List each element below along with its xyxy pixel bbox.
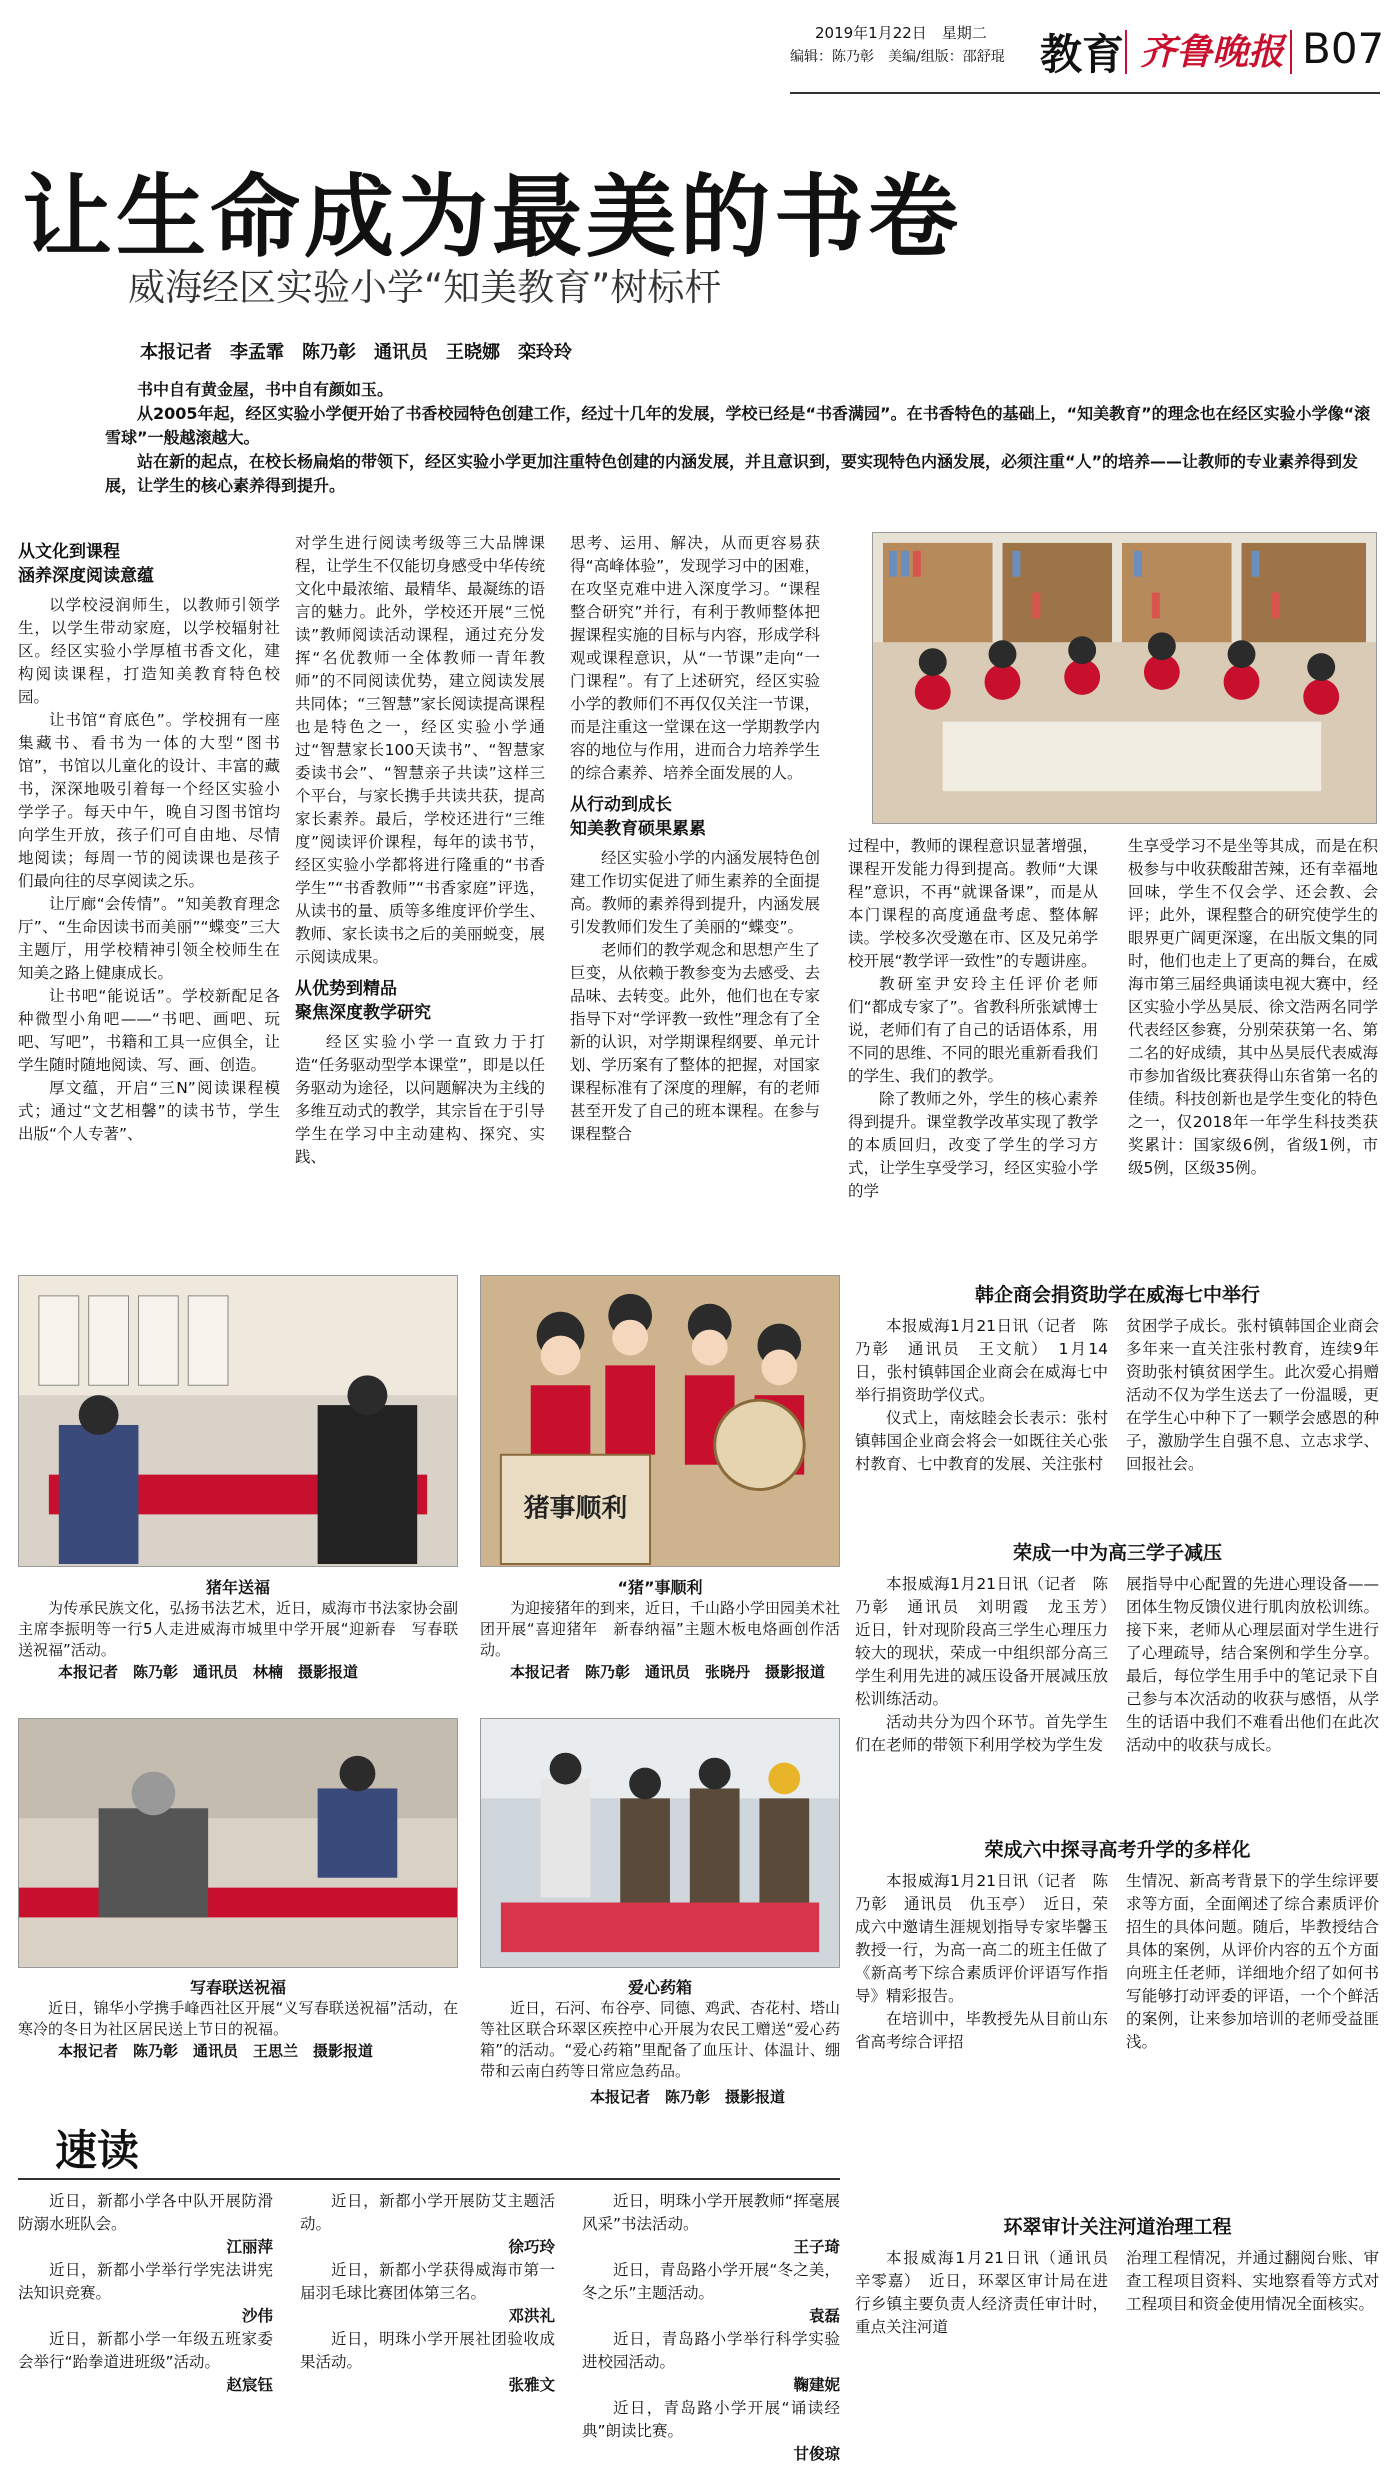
spring-couplets-photo [18,1718,458,1968]
quick-read-author: 袁磊 [808,2307,840,2325]
news-col-b [1126,2247,1379,2339]
photo-caption-2 [480,1575,840,1682]
photo-byline: 本报记者 陈乃彰 通讯员 张晓丹 摄影报道 [510,1663,826,1681]
quick-read-author: 江丽萍 [226,2238,273,2256]
news-title: 韩企商会捐资助学在威海七中举行 [974,1284,1260,1306]
article-column-1 [18,540,280,1260]
news-para: 本报威海1月21日讯（通讯员 辛零嘉） 近日，环翠区审计局在进行乡镇主要负责人经济责任审计时，重点关注河道 [855,2249,1124,2336]
news-para: 治理工程情况，并通过翻阅台账、审查工程项目资料、实地察看等方式对工程项目和资金使用情况全面核实。 [1126,2249,1379,2313]
news-brief-1 [855,1280,1380,1476]
news-para: 活动共分为四个环节。首先学生们在老师的带领下利用学校为学生发 [855,1713,1108,1754]
article-column-3 [570,532,820,1260]
quick-read-author: 张雅文 [508,2376,555,2394]
photo-byline: 本报记者 陈乃彰 通讯员 林楠 摄影报道 [58,1663,359,1681]
quick-read-item: 近日，新都小学各中队开展防滑防溺水班队会。 [18,2192,273,2233]
news-brief-2 [855,1538,1380,1757]
quick-read-item: 近日，明珠小学开展教师“挥毫展风采”书法活动。 [582,2192,840,2233]
main-title: 让生命成为最美的书卷 [22,165,962,270]
section-subheading: 知美教育硕果累累 [570,819,706,839]
section-heading: 从优势到精品 [295,979,397,999]
quick-read-rule [18,2178,840,2180]
pyrography-sign-text: 猪事顺利 [523,1493,628,1524]
reading-class-photo [872,532,1377,824]
main-byline: 本报记者 李孟霏 陈乃彰 通讯员 王晓娜 栾玲玲 [140,342,572,363]
body-para: 经区实验小学一直致力于打造“任务驱动型学本课堂”，即是以任务驱动为途径，以问题解决为主线的多维互动式的教学，其宗旨在于引导学生在学习中主动建构、探究、实践、 [295,1033,545,1166]
photo-title: 爱心药箱 [627,1978,692,1997]
quick-read-item: 近日，新都小学开展防艾主题活动。 [300,2192,555,2233]
quick-read-author: 沙伟 [241,2307,273,2325]
body-para: 生享受学习不是坐等其成，而是在积极参与中收获酸甜苦辣，还有幸福地回味，学生不仅会学、还会教、会评；此外，课程整合的研究使学生的眼界更广阔更深邃，在出版文集的同时，他们也走上了更高的舞台，在威海市第三届经典诵读电视大赛中，经区实验小学丛昊辰、徐文浩两名同学代表经区参赛，分别荣获第一名、第二名的好成绩，其中丛昊辰代表威海市参加省级比赛获得山东省第一名的佳绩。科技创新也是学生变化的特色之一，仅2018年一年学生科技类获奖累计：国家级6例，省级1例，市级5例，区级35例。 [1128,837,1378,1177]
body-para: 以学校浸润师生，以教师引领学生，以学生带动家庭，以学校辐射社区。经区实验小学厚植书香文化，建构阅读课程，打造知美教育特色校园。 [18,596,280,706]
body-para: 教研室尹安玲主任评价老师们“都成专家了”。省教科所张斌博士说，老师们有了自己的话语体系，用不同的思维、不同的眼光重新看我们的学生、我们的教学。 [848,975,1098,1085]
intro-para: 从2005年起，经区实验小学便开始了书香校园特色创建工作，经过十几年的发展，学校已经是“书香满园”。在书香特色的基础上，“知美教育”的理念也在经区实验小学像“滚雪球”一般越滚越大。 [105,404,1371,447]
header-divider-2 [1290,30,1292,74]
quick-read-item: 近日，青岛路小学开展“诵读经典”朗读比赛。 [582,2399,840,2440]
news-title: 荣成一中为高三学子减压 [1012,1542,1222,1564]
quick-read-col-1 [18,2190,273,2397]
news-col-b [1126,1573,1379,1757]
quick-read-author: 鞠建妮 [793,2376,840,2394]
body-para: 对学生进行阅读考级等三大品牌课程，让学生不仅能切身感受中华传统文化中最浓缩、最精华、最凝练的语言的魅力。此外，学校还开展“三悦读”教师阅读活动课程，通过充分发挥“名优教师一全体教师一青年教师”的不同阅读优势，建立阅读发展共同体；“三智慧”家长阅读提高课程也是特色之一，经区实验小学通过“智慧家长100天读书”、“智慧家委读书会”、“智慧亲子共读”这样三个平台，与家长携手共读共获，提高家长素养。最后，学校还进行“三维度”阅读评价课程，每年的读书节，经区实验小学都将进行隆重的“书香学生”“书香教师”“书香家庭”评选，从读书的量、质等多维度评价学生、教师、家长读书之后的美丽蜕变，展示阅读成果。 [295,534,545,966]
article-column-5 [1128,835,1378,1265]
news-para: 在培训中，毕教授先从目前山东省高考综合评招 [855,2010,1108,2051]
quick-read-author: 甘俊琼 [793,2445,840,2463]
body-para: 过程中，教师的课程意识显著增强，课程开发能力得到提高。教师“大课程”意识，不再“就课备课”，而是从本门课程的高度通盘考虑、整体解读。学校多次受邀在市、区及兄弟学校开展“教学评一致性”的专题讲座。 [848,837,1098,970]
paper-name-logo: 齐鲁晚报 [1140,31,1285,73]
body-para: 老师们的教学观念和思想产生了巨变，从依赖于教参变为去感受、去品味、去转变。此外，他们也在专家指导下对“学评教一致性”理念有了全新的认识，对学期课程纲要、单元计划、学历案有了整体的把握，对国家课程标准有了深度的理解，有的老师甚至开发了自己的班本课程。在参与课程整合 [570,941,820,1143]
photo-caption-1 [18,1575,474,1682]
photo-caption-3 [18,1975,458,2061]
intro-para: 书中自有黄金屋，书中自有颜如玉。 [137,380,394,399]
intro-para: 站在新的起点，在校长杨扁焰的带领下，经区实验小学更加注重特色创建的内涵发展，并且意识到，要实现特色内涵发展，必须注重“人”的培养——让教师的专业素养得到发展，让学生的核心素养得到提升。 [105,452,1359,495]
article-column-4 [848,835,1098,1265]
quick-read-item: 近日，新都小学获得威海市第一届羽毛球比赛团体第三名。 [300,2261,555,2302]
news-title: 环翠审计关注河道治理工程 [1003,2216,1232,2238]
body-para: 让厅廊“会传情”。“知美教育理念厅”、“生命因读书而美丽”“蝶变”三大主题厅，用学校精神引领全校师生在知美之路上健康成长。 [18,895,280,982]
quick-read-item: 近日，青岛路小学开展“冬之美，冬之乐”主题活动。 [582,2261,840,2302]
photo-caption-4 [480,1975,840,2107]
body-para: 思考、运用、解决，从而更容易获得“高峰体验”，发现学习中的困难，在攻坚克难中进入深度学习。“课程整合研究”并行，有利于教师整体把握课程实施的目标与内容，形成学科观或课程意识，从“一节课”走向“一门课程”。有了上述研究，经区实验小学的教师们不再仅仅关注一节课，而是注重这一堂课在这一学期教学内容的地位与作用，进而合力培养学生的综合素养、培养全面发展的人。 [570,534,820,782]
reading-class-image [873,533,1376,823]
quick-read-item: 近日，青岛路小学举行科学实验进校园活动。 [582,2330,840,2371]
medicine-box-image [481,1719,839,1967]
news-para: 贫困学子成长。张村镇韩国企业商会多年来一直关注张村教育，连续9年资助张村镇贫困学生。此次爱心捐赠活动不仅为学生送去了一份温暖，更在学生心中种下了一颗学会感恩的种子，激励学生自强不息、立志求学、回报社会。 [1126,1317,1379,1473]
quick-read-col-3 [582,2190,840,2466]
quick-read-author: 徐巧玲 [508,2238,555,2256]
body-para: 经区实验小学的内涵发展特色创建工作切实促进了师生素养的全面提高。教师的素养得到提升，内涵发展引发教师们发生了美丽的“蝶变”。 [570,849,820,936]
news-col-a [855,1315,1108,1476]
main-subtitle: 威海经区实验小学“知美教育”树标杆 [128,266,722,309]
news-para: 展指导中心配置的先进心理设备——团体生物反馈仪进行肌肉放松训练。接下来，老师从心理层面对学生进行了心理疏导，结合案例和学生分享。最后，每位学生用手中的笔记录下自己参与本次活动的收获与感悟，从学生的话语中我们不难看出他们在此次活动中的收获与成长。 [1126,1575,1379,1754]
calligraphy-image [19,1276,457,1566]
quick-read-item: 近日，新都小学举行学宪法讲宪法知识竞赛。 [18,2261,273,2302]
body-para: 让书馆“育底色”。学校拥有一座集藏书、看书为一体的大型“图书馆”，书馆以儿童化的设计、丰富的藏书，深深地吸引着每一个经区实验小学学子。每天中午，晚自习图书馆均向学生开放，孩子们可自由地、尽情地阅读；每周一节的阅读课也是孩子们最向往的尽享阅读之乐。 [18,711,280,890]
section-heading: 从行动到成长 [570,795,672,815]
photo-caption-text: 近日，锦华小学携手峰西社区开展“义写春联送祝福”活动，在寒冷的冬日为社区居民送上节日的祝福。 [18,1999,458,2038]
news-col-a [855,1870,1108,2054]
body-para: 厚文蕴，开启“三N”阅读课程模式；通过“文艺相馨”的读书节，学生出版“个人专著”、 [18,1079,280,1143]
section-label: 教育 [1040,30,1125,79]
news-para: 生情况、新高考背景下的学生综评要求等方面，全面阐述了综合素质评价招生的具体问题。随后，毕教授结合具体的案例，从评价内容的五个方面向班主任老师，详细地介绍了如何书写能够打动评委的评语，一个个鲜活的案例，让来参加培训的老师受益匪浅。 [1126,1872,1379,2051]
page-code: B07 [1302,24,1385,73]
header-rule [790,92,1380,94]
news-brief-3 [855,1835,1380,2054]
news-para: 仪式上，南炫睦会长表示：张村镇韩国企业商会将会一如既往关心张村教育、七中教育的发展、关注张村 [855,1409,1108,1473]
photo-title: 猪年送福 [205,1578,270,1597]
photo-caption-text: 为传承民族文化，弘扬书法艺术，近日，威海市书法家协会副主席李振明等一行5人走进威海市城里中学开展“迎新春 写春联 送祝福”活动。 [18,1599,474,1659]
date-line: 2019年1月22日 星期二 [815,24,987,42]
page-header [0,0,1395,120]
quick-read-author: 邓洪礼 [508,2307,555,2325]
calligraphy-photo-1 [18,1275,458,1567]
quick-read-author: 王子琦 [793,2238,840,2256]
quick-read-item: 近日，明珠小学开展社团验收成果活动。 [300,2330,555,2371]
section-heading: 从文化到课程 [18,542,120,562]
section-subheading: 聚焦深度教学研究 [295,1003,431,1023]
news-para: 本报威海1月21日讯（记者 陈乃彰 通讯员 仇玉亭） 近日，荣成六中邀请生涯规划指导专家毕馨玉教授一行，为高一高二的班主任做了《新高考下综合素质评价评语写作指导》精彩报告。 [855,1872,1108,2005]
quick-read-col-2 [300,2190,555,2397]
spring-couplets-image [19,1719,457,1967]
intro-block [105,378,1380,498]
body-para: 让书吧“能说话”。学校新配足各种微型小角吧——“书吧、画吧、玩吧、写吧”，书籍和工具一应俱全，让学生随时随地阅读、写、画、创造。 [18,987,280,1074]
news-col-b [1126,1315,1379,1476]
header-divider [1125,30,1127,74]
section-subheading: 涵养深度阅读意蕴 [18,566,154,586]
quick-read-title: 速读 [55,2126,140,2175]
news-col-a [855,1573,1124,1757]
medicine-box-photo [480,1718,840,1968]
news-col-a [855,2247,1124,2339]
editor-line: 编辑：陈乃彰 美编/组版：邵舒琨 [790,49,1005,65]
photo-title: “猪”事顺利 [617,1578,703,1597]
photo-byline: 本报记者 陈乃彰 通讯员 王思兰 摄影报道 [58,2042,374,2060]
photo-byline: 本报记者 陈乃彰 摄影报道 [590,2088,786,2106]
quick-read-item: 近日，新都小学一年级五班家委会举行“跆拳道进班级”活动。 [18,2330,273,2371]
news-col-b [1126,1870,1379,2054]
photo-caption-text: 近日，石河、布谷亭、同德、鸡武、杏花村、塔山等社区联合环翠区疾控中心开展为农民工赠送“爱心药箱”的活动。“爱心药箱”里配备了血压计、体温计、绷带和云南白药等日常应急药品。 [480,1999,841,2080]
news-para: 本报威海1月21日讯（记者 陈乃彰 通讯员 刘明霞 龙玉芳） 近日，针对现阶段高三学生心理压力较大的现状，荣成一中组织部分高三学生利用先进的减压设备开展减压放松训练活动。 [855,1575,1124,1708]
pyrography-image [481,1276,839,1566]
news-para: 本报威海1月21日讯（记者 陈乃彰 通讯员 王文航） 1月14日，张村镇韩国企业商会在威海七中举行捐资助学仪式。 [855,1317,1108,1404]
photo-caption-text: 为迎接猪年的到来，近日，千山路小学田园美术社团开展“喜迎猪年 新春纳福”主题木板电烙画创作活动。 [480,1599,841,1659]
photo-title: 写春联送祝福 [189,1978,286,1997]
news-brief-4 [855,2212,1380,2339]
quick-read-author: 赵宸钰 [226,2376,273,2394]
body-para: 除了教师之外，学生的核心素养得到提升。课堂教学改革实现了教学的本质回归，改变了学生的学习方式，让学生享受学习，经区实验小学的学 [848,1090,1098,1200]
news-title: 荣成六中探寻高考升学的多样化 [984,1839,1251,1861]
article-column-2 [295,532,545,1260]
pyrography-photo [480,1275,840,1567]
